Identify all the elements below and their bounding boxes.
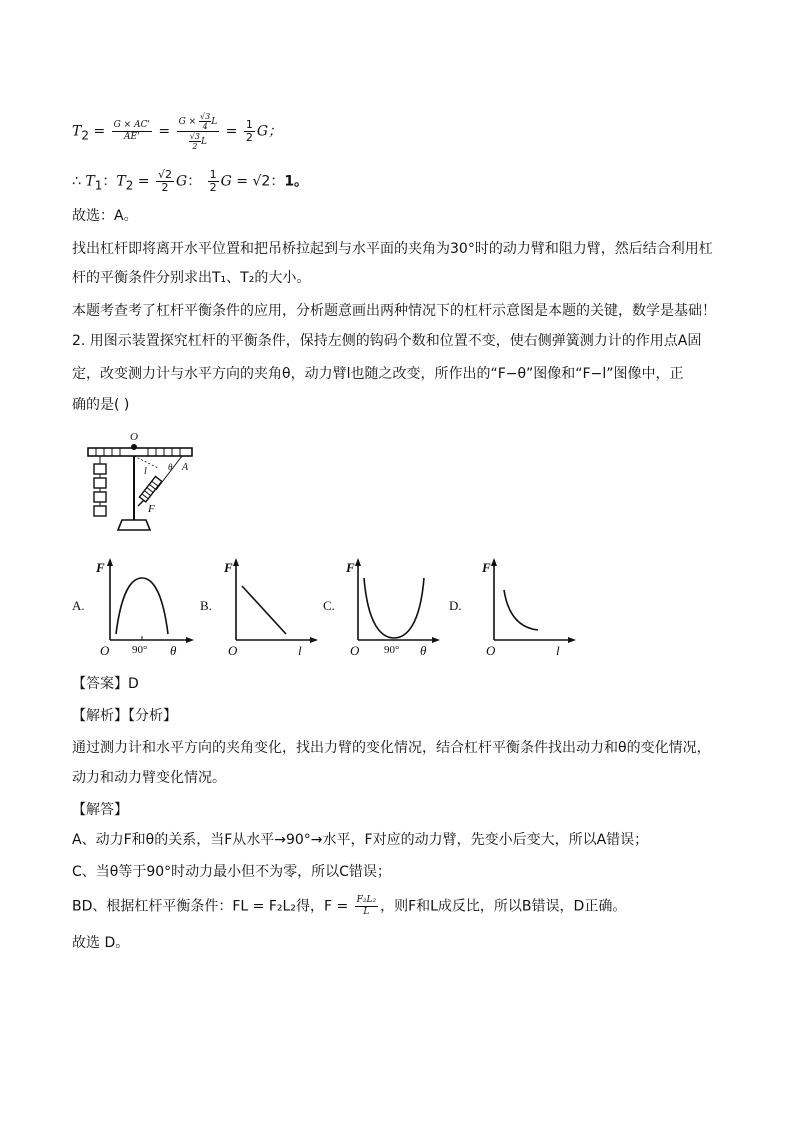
fraction-sqrt2-over-2 xyxy=(156,169,174,194)
weight-1 xyxy=(94,464,106,474)
analysis-line-2: 杆的平衡条件分别求出T₁、T₂的大小。 xyxy=(72,270,311,286)
equals: = xyxy=(225,123,238,140)
analysis-line-1: 找出杠杆即将离开水平位置和把吊桥拉起到与水平面的夹角为30°时的动力臂和阻力臂，然后结合利用杠 xyxy=(72,241,713,257)
label-o: O xyxy=(130,431,138,443)
mark-label: 90° xyxy=(384,644,400,656)
fraction-numerator: 1 xyxy=(245,118,253,131)
pivot-point xyxy=(131,444,137,450)
colon: ： xyxy=(102,173,117,190)
equals: = xyxy=(93,123,106,140)
question-2-line-1: 2. 用图示装置探究杠杆的平衡条件，保持左侧的钩码个数和位置不变，使右侧弹簧测力计的作用点A固 xyxy=(72,333,702,349)
t2-symbol: T xyxy=(116,173,126,190)
inner-fraction xyxy=(189,132,201,151)
equals: = xyxy=(236,173,249,190)
curve-line xyxy=(242,586,286,634)
y-label: F xyxy=(346,560,355,575)
lever-apparatus-diagram xyxy=(78,428,198,538)
root-value: 2 xyxy=(261,173,271,190)
x-label: l xyxy=(556,643,560,658)
origin-label: O xyxy=(228,643,238,658)
x-arrow xyxy=(310,637,318,643)
x-arrow xyxy=(432,637,440,643)
fraction-numerator xyxy=(177,112,220,132)
t1-symbol: T xyxy=(85,173,95,190)
t1-sub: 1 xyxy=(94,178,103,193)
solve-bd-pre: BD、根据杠杆平衡条件：FL = F₂L₂得，F = xyxy=(72,898,353,915)
fraction-sqrt3 xyxy=(177,112,220,151)
formula-ratio: ∴ $T_1$：$T_2$ = $\frac{√2}{2}$ G： $\frac{1}{2}$ G = √2：1。 xyxy=(72,168,309,194)
fraction-denominator: 2 xyxy=(161,181,169,194)
fraction-denominator: AE' xyxy=(124,132,140,142)
y-arrow xyxy=(107,558,113,566)
x-label: θ xyxy=(170,643,177,658)
analysis-text-1: 通过测力计和水平方向的夹角变化，找出力臂的变化情况，结合杠杆平衡条件找出动力和θ的变化情况， xyxy=(72,740,711,756)
fraction-denominator: L xyxy=(363,907,370,917)
x-arrow xyxy=(568,637,576,643)
label-theta: θ xyxy=(168,462,173,472)
x-label: θ xyxy=(420,643,427,658)
option-a-letter: A. xyxy=(72,598,85,613)
colon: ： xyxy=(270,173,285,190)
inner-root: 3 xyxy=(205,112,211,121)
label-l: l xyxy=(144,466,147,477)
g-symbol: G xyxy=(220,173,232,190)
fraction-denominator: 2 xyxy=(245,131,253,144)
inner-fraction xyxy=(199,112,211,131)
colon: ： xyxy=(187,173,202,190)
fraction-numerator: F₂L₂ xyxy=(356,895,377,905)
mark-label: 90° xyxy=(132,644,148,656)
equals: = xyxy=(137,173,150,190)
final-choice: 故选 D。 xyxy=(72,935,130,951)
answer-line: 【答案】D xyxy=(72,676,139,692)
option-b-letter: B. xyxy=(200,598,212,613)
summary-line: 本题考查考了杠杆平衡条件的应用，分析题意画出两种情况下的杠杆示意图是本题的关键，数学是基础！ xyxy=(72,303,716,319)
inner-num: √3 xyxy=(200,112,211,121)
solve-a: A、动力F和θ的关系，当F从水平→90°→水平，F对应的动力臂，先变小后变大，所以A错误； xyxy=(72,832,649,848)
option-c-letter: C. xyxy=(323,598,335,613)
formula-t2 xyxy=(72,112,282,151)
inner-den: 2 xyxy=(192,142,198,151)
weight-2 xyxy=(94,478,106,488)
choose-a-line: 故选：A。 xyxy=(72,208,138,224)
t2-sub: 2 xyxy=(125,178,134,193)
curve-hyperbola xyxy=(504,590,538,630)
x-label: l xyxy=(298,643,302,658)
fraction-denominator xyxy=(177,132,220,151)
inner-den: 4 xyxy=(202,122,208,131)
t2-sub: 2 xyxy=(81,128,89,143)
numerator-post: L xyxy=(211,117,218,127)
question-2-line-3: 确的是( ) xyxy=(72,397,130,413)
label-a: A xyxy=(182,462,189,473)
origin-label: O xyxy=(100,643,110,658)
y-label: F xyxy=(482,560,491,575)
option-c-graph xyxy=(340,556,444,660)
denominator-post: L xyxy=(201,137,207,147)
stand-base xyxy=(118,520,150,530)
fraction-numerator: G × AC' xyxy=(113,120,150,130)
numerator-prefix: G × xyxy=(178,117,200,127)
root-value: 2 xyxy=(165,168,172,181)
solve-c: C、当θ等于90°时动力最小但不为零，所以C错误； xyxy=(72,864,391,880)
origin-label: O xyxy=(486,643,496,658)
therefore-symbol: ∴ xyxy=(72,173,81,190)
equals: = xyxy=(158,123,171,140)
solve-bd-post: ，则F和L成反比，所以B错误，D正确。 xyxy=(380,898,627,915)
option-d-letter: D. xyxy=(449,598,462,613)
analysis-text-2: 动力和动力臂变化情况。 xyxy=(72,770,226,786)
fraction-g-ac xyxy=(112,120,152,143)
y-arrow xyxy=(491,558,497,566)
solve-bd xyxy=(72,895,626,918)
y-arrow xyxy=(233,558,239,566)
fraction-denominator: 2 xyxy=(209,181,217,194)
analysis-title: 【解析】【分析】 xyxy=(72,708,177,724)
t2-symbol: T xyxy=(72,123,82,140)
fraction-half xyxy=(244,119,255,144)
question-2-line-2: 定，改变测力计与水平方向的夹角θ，动力臂l也随之改变，所作出的“F−θ”图像和“F−l”图像中，正 xyxy=(72,366,684,382)
formula-tail: G； xyxy=(256,123,283,140)
y-label: F xyxy=(224,560,233,575)
fraction-half xyxy=(208,169,219,194)
y-label: F xyxy=(96,560,105,575)
curve-arch xyxy=(116,578,168,634)
inner-num: √3 xyxy=(189,132,200,141)
fraction-numerator: √2 xyxy=(157,168,172,181)
label-f: F xyxy=(148,503,155,515)
inner-root: 3 xyxy=(194,132,200,141)
option-a-graph xyxy=(88,556,198,660)
weight-3 xyxy=(94,492,106,502)
ratio-one: 1。 xyxy=(284,173,309,190)
g-symbol: G xyxy=(176,173,188,190)
weight-4 xyxy=(94,506,106,516)
y-arrow xyxy=(355,558,361,566)
origin-label: O xyxy=(350,643,360,658)
option-d-graph xyxy=(476,556,580,660)
fraction-f2l2-over-l xyxy=(355,895,378,918)
option-b-graph xyxy=(218,556,322,660)
x-arrow xyxy=(186,637,194,643)
curve-valley xyxy=(364,578,424,638)
fraction-numerator: 1 xyxy=(209,168,217,181)
solve-title: 【解答】 xyxy=(72,802,128,818)
